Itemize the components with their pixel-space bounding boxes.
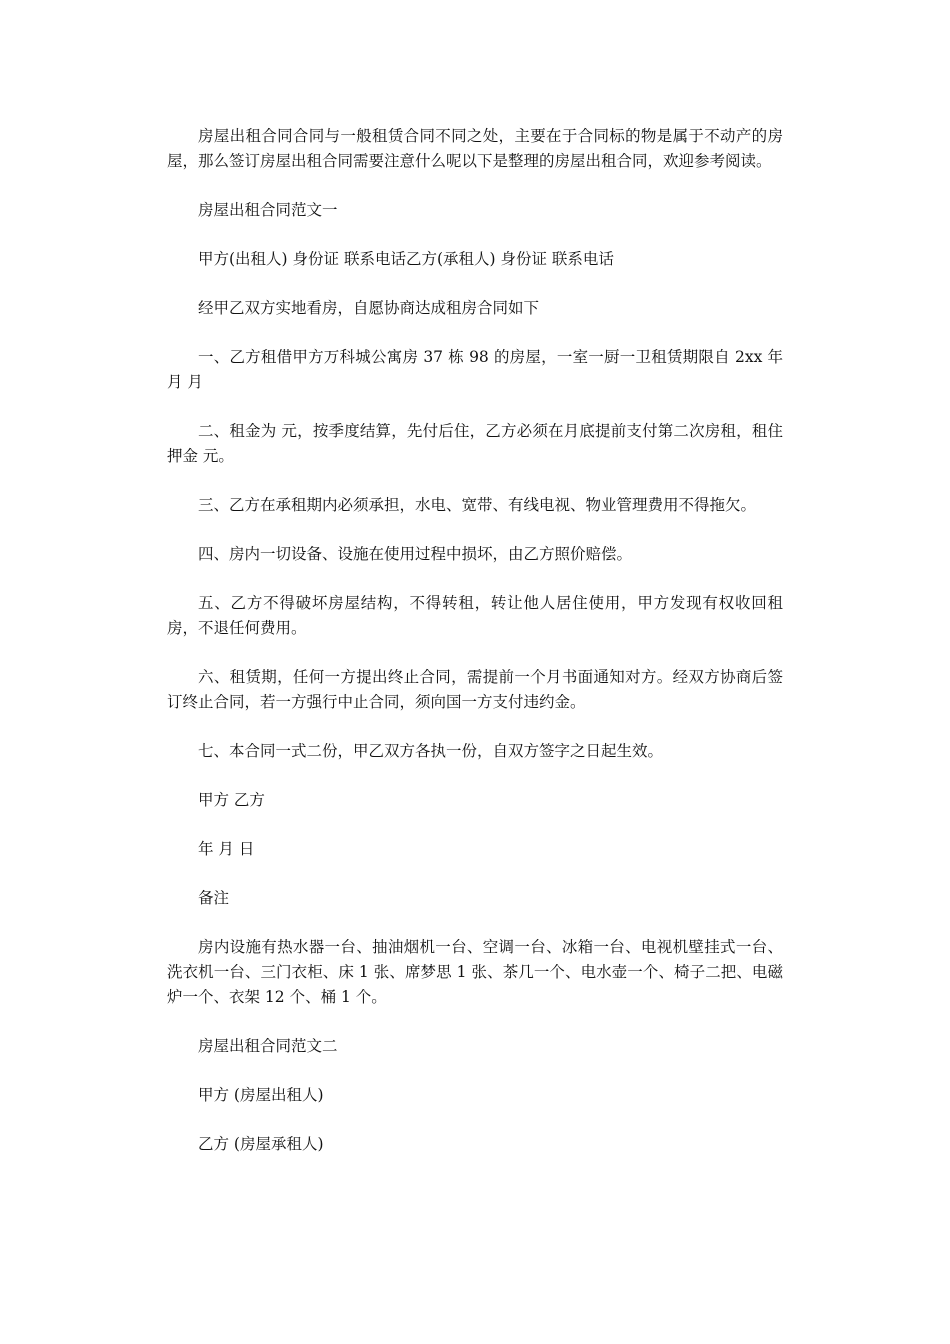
date-line: 年 月 日 <box>198 840 255 858</box>
clause-7: 七、本合同一式二份，甲乙双方各执一份，自双方签字之日起生效。 <box>198 742 664 760</box>
clause-4: 四、房内一切设备、设施在使用过程中损坏，由乙方照价赔偿。 <box>198 545 633 563</box>
signature-line: 甲方 乙方 <box>198 791 265 809</box>
agreement-preamble: 经甲乙双方实地看房，自愿协商达成租房合同如下 <box>198 299 540 317</box>
clause-2: 二、租金为 元，按季度结算，先付后住，乙方必须在月底提前支付第二次房租，租住押金 元。 <box>167 422 783 465</box>
notes-heading: 备注 <box>198 889 230 907</box>
document-body <box>167 124 783 1181</box>
section-heading-2: 房屋出租合同范文二 <box>198 1037 338 1055</box>
intro-paragraph: 房屋出租合同合同与一般租赁合同不同之处，主要在于合同标的物是属于不动产的房屋，那么签订房屋出租合同需要注意什么呢以下是整理的房屋出租合同，欢迎参考阅读。 <box>167 127 783 170</box>
clause-3: 三、乙方在承租期内必须承担，水电、宽带、有线电视、物业管理费用不得拖欠。 <box>198 496 757 514</box>
section-heading: 房屋出租合同范文一 <box>198 201 338 219</box>
facilities-note: 房内设施有热水器一台、抽油烟机一台、空调一台、冰箱一台、电视机壁挂式一台、洗衣机一台、三门衣柜、床 1 张、席梦思 1 张、茶几一个、电水壶一个、椅子二把、电磁炉一个、衣架 12 个、桶 1 个。 <box>167 938 783 1006</box>
parties-line: 甲方(出租人) 身份证 联系电话乙方(承租人) 身份证 联系电话 <box>198 250 614 268</box>
clause-1: 一、乙方租借甲方万科城公寓房 37 栋 98 的房屋，一室一厨一卫租赁期限自 2xx 年月 月 <box>167 348 783 391</box>
clause-6: 六、租赁期，任何一方提出终止合同，需提前一个月书面通知对方。经双方协商后签订终止合同，若一方强行中止合同，须向国一方支付违约金。 <box>167 668 783 711</box>
party-a-line: 甲方 (房屋出租人) <box>198 1086 324 1104</box>
party-b-line: 乙方 (房屋承租人) <box>198 1135 324 1153</box>
clause-5: 五、乙方不得破坏房屋结构，不得转租，转让他人居住使用，甲方发现有权收回租房，不退任何费用。 <box>167 594 783 637</box>
